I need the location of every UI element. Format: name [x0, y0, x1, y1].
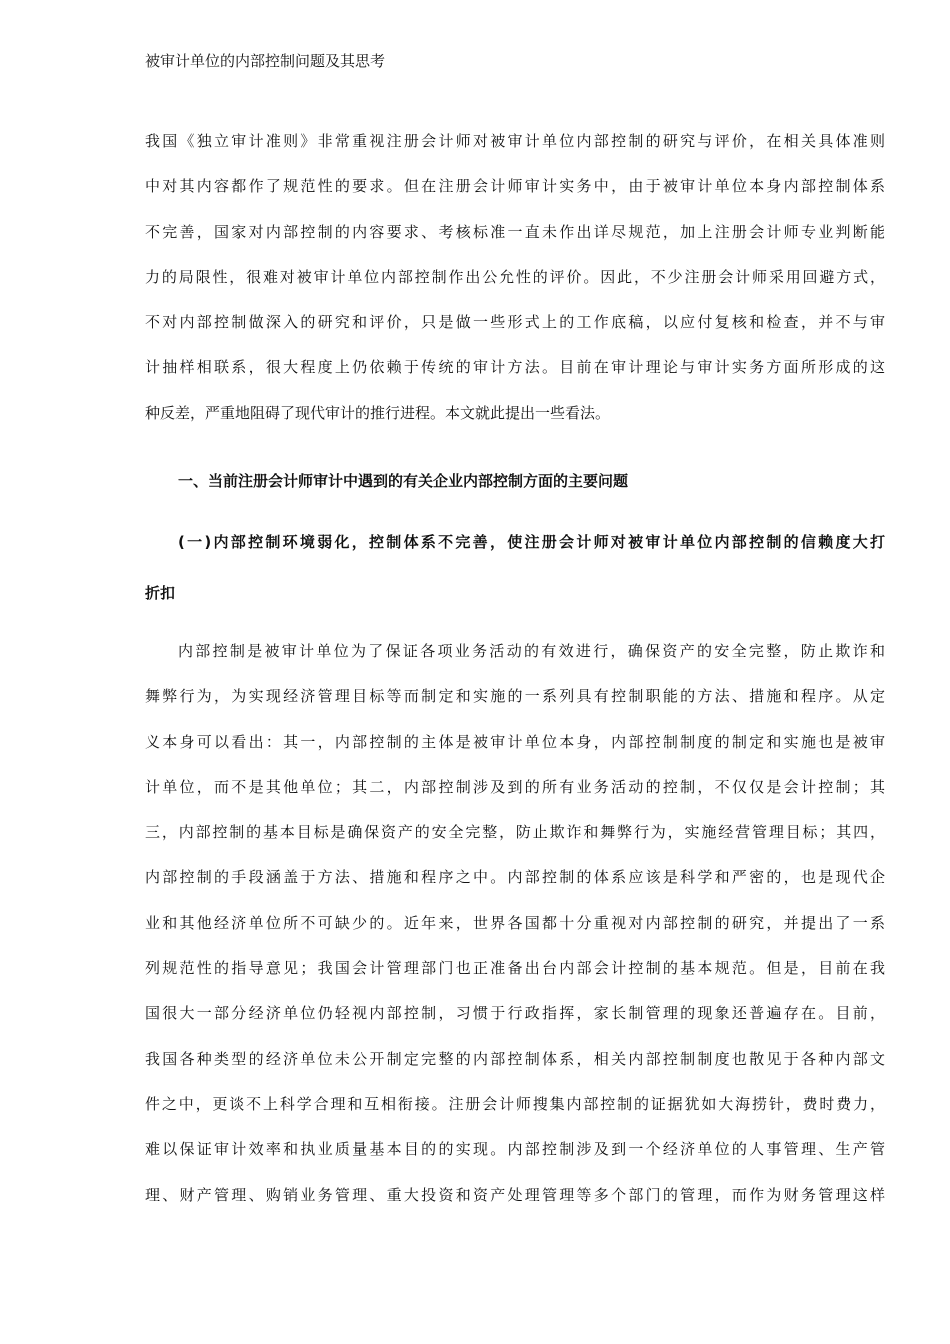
text-line: 业和其他经济单位所不可缺少的。近年来，世界各国都十分重视对内部控制的研究，并提出了一系	[145, 913, 885, 932]
text-line: 义本身可以看出：其一，内部控制的主体是被审计单位本身，内部控制制度的制定和实施也是被审	[145, 732, 885, 751]
text-line: 件之中，更谈不上科学合理和互相衔接。注册会计师搜集内部控制的证据犹如大海捞针，费时费力，	[145, 1094, 885, 1113]
text-line: 计单位，而不是其他单位；其二，内部控制涉及到的所有业务活动的控制，不仅仅是会计控制；其	[145, 777, 885, 796]
text-line: 我国《独立审计准则》非常重视注册会计师对被审计单位内部控制的研究与评价，在相关具体准则	[145, 132, 885, 150]
text-line: 种反差，严重地阻碍了现代审计的推行进程。本文就此提出一些看法。	[145, 403, 611, 422]
heading-line: (一)内部控制环境弱化，控制体系不完善，使注册会计师对被审计单位内部控制的信赖度大打	[178, 533, 885, 551]
text-line: 列规范性的指导意见；我国会计管理部门也正准备出台内部会计控制的基本规范。但是，目前在我	[145, 959, 885, 978]
text-line: 理、财产管理、购销业务管理、重大投资和资产处理管理等多个部门的管理，而作为财务管理这样	[145, 1185, 885, 1204]
document-title: 被审计单位的内部控制问题及其思考	[145, 52, 386, 70]
intro-paragraph	[145, 130, 885, 425]
text-line: 计抽样相联系，很大程度上仍依赖于传统的审计方法。目前在审计理论与审计实务方面所形成的这	[145, 358, 885, 377]
text-line: 内部控制是被审计单位为了保证各项业务活动的有效进行，确保资产的安全完整，防止欺诈和	[178, 642, 885, 660]
text-line: 不完善，国家对内部控制的内容要求、考核标准一直未作出详尽规范，加上注册会计师专业判断能	[145, 222, 885, 241]
text-line: 中对其内容都作了规范性的要求。但在注册会计师审计实务中，由于被审计单位本身内部控制体系	[145, 177, 885, 196]
heading-line: 折扣	[145, 584, 176, 602]
text-line: 难以保证审计效率和执业质量基本目的的实现。内部控制涉及到一个经济单位的人事管理、生产管	[145, 1140, 885, 1159]
text-line: 我国各种类型的经济单位未公开制定完整的内部控制体系，相关内部控制制度也散见于各种内部文	[145, 1049, 885, 1068]
text-line: 国很大一部分经济单位仍轻视内部控制，习惯于行政指挥，家长制管理的现象还普遍存在。目前，	[145, 1004, 885, 1023]
section-heading: 一、当前注册会计师审计中遇到的有关企业内部控制方面的主要问题	[178, 472, 629, 490]
text-line: 内部控制的手段涵盖于方法、措施和程序之中。内部控制的体系应该是科学和严密的，也是现代企	[145, 868, 885, 887]
subsection-heading	[145, 531, 885, 633]
text-line: 舞弊行为，为实现经济管理目标等而制定和实施的一系列具有控制职能的方法、措施和程序。从定	[145, 687, 885, 706]
text-line: 不对内部控制做深入的研究和评价，只是做一些形式上的工作底稿，以应付复核和检查，并不与审	[145, 313, 885, 332]
text-line: 三，内部控制的基本目标是确保资产的安全完整，防止欺诈和舞弊行为，实施经营管理目标；其四，	[145, 823, 885, 842]
body-paragraph	[145, 640, 885, 1207]
text-line: 力的局限性，很难对被审计单位内部控制作出公允性的评价。因此，不少注册会计师采用回避方式，	[145, 267, 885, 286]
